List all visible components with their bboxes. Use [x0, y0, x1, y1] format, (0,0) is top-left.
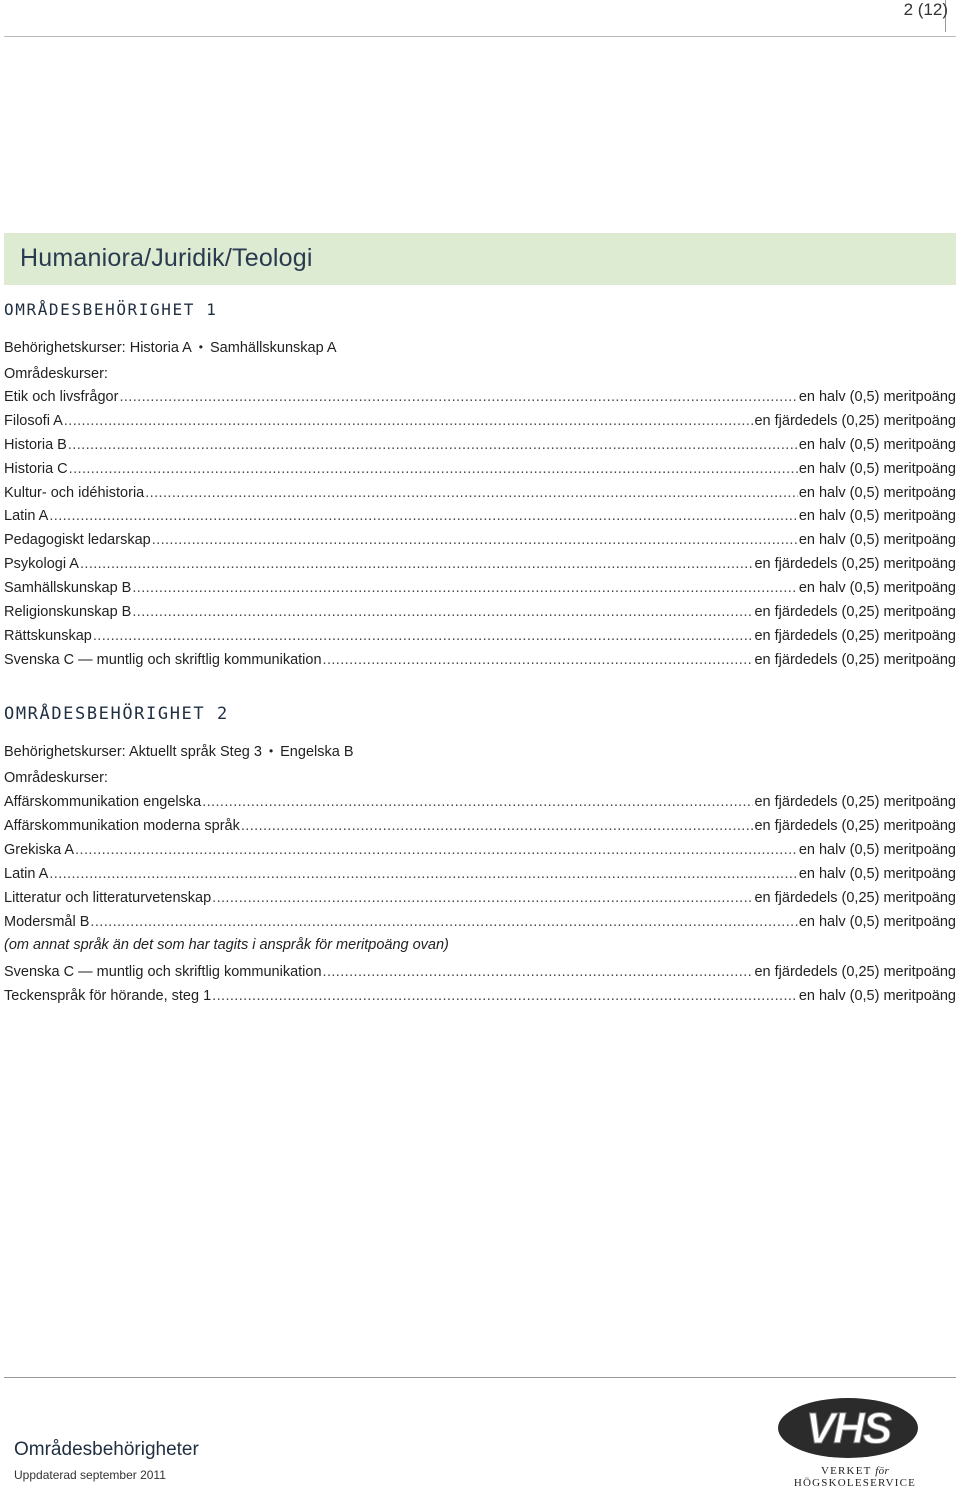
course-row: [4, 577, 956, 601]
vhs-logo: [760, 1395, 950, 1489]
bullet-separator: •: [198, 340, 203, 354]
dot-leader: [90, 910, 797, 934]
course-name: Teckenspråk för hörande, steg 1: [4, 988, 212, 1004]
merit-value: en fjärdedels (0,25) meritpoäng: [754, 964, 956, 980]
dot-leader: [152, 529, 798, 553]
dot-leader: [49, 505, 797, 529]
course-row: [4, 458, 956, 482]
course-row: [4, 790, 956, 814]
course-row: [4, 529, 956, 553]
merit-value: en halv (0,5) meritpoäng: [798, 866, 956, 882]
dot-leader: [323, 649, 754, 673]
course-row: [4, 601, 956, 625]
subject-title: Humaniora/Juridik/Teologi: [20, 244, 313, 272]
course-row: [4, 505, 956, 529]
course-name: Svenska C — muntlig och skriftlig kommunikation: [4, 651, 322, 668]
vhs-logo-mark: [760, 1395, 950, 1463]
merit-value: en fjärdedels (0,25) meritpoäng: [754, 890, 956, 906]
dot-leader: [132, 601, 753, 625]
dot-leader: [68, 434, 798, 458]
merit-value: en halv (0,5) meritpoäng: [798, 389, 956, 405]
course-list: [4, 386, 956, 673]
course-name: Historia C: [4, 460, 68, 477]
course-row: [4, 649, 956, 673]
course-row: [4, 482, 956, 506]
merit-value: en halv (0,5) meritpoäng: [798, 580, 956, 597]
section-omradesbehorighet-1: [4, 298, 956, 673]
course-row: [4, 862, 956, 886]
merit-value: en fjärdedels (0,25) meritpoäng: [754, 627, 956, 644]
course-name: Svenska C — muntlig och skriftlig kommunikation: [4, 964, 322, 980]
merit-value: en halv (0,5) meritpoäng: [798, 508, 956, 525]
dot-leader: [132, 577, 797, 601]
header-rule: [4, 36, 956, 37]
course-row: [4, 984, 956, 1008]
dot-leader: [323, 960, 754, 984]
course-row: [4, 625, 956, 649]
merit-value: en halv (0,5) meritpoäng: [798, 988, 956, 1004]
course-row: [4, 960, 956, 984]
course-list: [4, 790, 956, 934]
course-name: Rättskunskap: [4, 627, 92, 644]
course-note: (om annat språk än det som har tagits i anspråk för meritpoäng ovan): [4, 937, 449, 953]
course-name: Latin A: [4, 866, 49, 882]
dot-leader: [212, 984, 798, 1008]
merit-value: en halv (0,5) meritpoäng: [798, 914, 956, 930]
tagline-word: HÖGSKOLESERVICE: [793, 1477, 917, 1489]
course-name: Historia B: [4, 436, 67, 453]
course-row: [4, 886, 956, 910]
course-row: [4, 814, 956, 838]
course-name: Affärskommunikation engelska: [4, 794, 202, 810]
dot-leader: [69, 458, 798, 482]
prerequisite-label: Behörighetskurser:: [4, 744, 126, 760]
dot-leader: [241, 814, 754, 838]
dot-leader: [145, 482, 798, 506]
course-name: Religionskunskap B: [4, 604, 132, 621]
course-row: [4, 838, 956, 862]
merit-value: en halv (0,5) meritpoäng: [798, 460, 956, 477]
footer-date: Uppdaterad september 2011: [14, 1468, 166, 1482]
prerequisite-label: Behörighetskurser:: [4, 340, 126, 356]
section-heading: OMRÅDESBEHÖRIGHET 2: [4, 704, 229, 724]
subject-banner: [4, 233, 956, 285]
course-name: Filosofi A: [4, 412, 63, 429]
course-name: Kultur- och idéhistoria: [4, 484, 145, 501]
prerequisite-course: Samhällskunskap A: [210, 340, 337, 356]
course-name: Modersmål B: [4, 914, 90, 930]
tagline-word: VERKET: [820, 1465, 872, 1477]
area-courses-label: Områdeskurser:: [4, 770, 108, 786]
course-name: Litteratur och litteraturvetenskap: [4, 890, 212, 906]
course-name: Grekiska A: [4, 842, 75, 858]
bullet-separator: •: [268, 744, 274, 758]
area-courses-label: Områdeskurser:: [4, 366, 108, 382]
course-row: [4, 910, 956, 934]
course-row: [4, 410, 956, 434]
dot-leader: [93, 625, 754, 649]
logo-letters: VHS: [805, 1404, 891, 1453]
prerequisite-course: Historia A: [129, 340, 192, 356]
merit-value: en halv (0,5) meritpoäng: [798, 484, 956, 501]
merit-value: en fjärdedels (0,25) meritpoäng: [754, 651, 956, 668]
merit-value: en fjärdedels (0,25) meritpoäng: [754, 794, 956, 810]
course-row: [4, 553, 956, 577]
section-heading: OMRÅDESBEHÖRIGHET 1: [4, 300, 218, 319]
merit-value: en fjärdedels (0,25) meritpoäng: [754, 556, 956, 573]
course-name: Affärskommunikation moderna språk: [4, 818, 240, 834]
prerequisite-courses: [4, 338, 956, 358]
dot-leader: [64, 410, 754, 434]
course-name: Latin A: [4, 508, 49, 525]
dot-leader: [202, 790, 753, 814]
tagline-word: för: [875, 1465, 890, 1477]
course-name: Pedagogiskt ledarskap: [4, 532, 151, 549]
dot-leader: [49, 862, 797, 886]
merit-value: en halv (0,5) meritpoäng: [798, 532, 956, 549]
prerequisite-course: Aktuellt språk Steg 3: [128, 744, 262, 760]
course-name: Etik och livsfrågor: [4, 389, 119, 405]
merit-value: en halv (0,5) meritpoäng: [798, 436, 956, 453]
course-name: Psykologi A: [4, 556, 79, 573]
dot-leader: [212, 886, 753, 910]
footer-title: Områdesbehörigheter: [14, 1439, 199, 1460]
course-row: [4, 434, 956, 458]
merit-value: en fjärdedels (0,25) meritpoäng: [754, 412, 956, 429]
course-name: Samhällskunskap B: [4, 580, 132, 597]
dot-leader: [75, 838, 798, 862]
prerequisite-courses: [4, 742, 956, 762]
merit-value: en fjärdedels (0,25) meritpoäng: [754, 818, 956, 834]
section-omradesbehorighet-2: [4, 702, 956, 1008]
course-list: [4, 960, 956, 1008]
course-row: [4, 386, 956, 410]
merit-value: en fjärdedels (0,25) meritpoäng: [754, 604, 956, 621]
merit-value: en halv (0,5) meritpoäng: [798, 842, 956, 858]
dot-leader: [119, 386, 797, 410]
dot-leader: [80, 553, 754, 577]
page-number: 2 (12): [903, 0, 948, 19]
logo-tagline: [760, 1465, 950, 1489]
prerequisite-course: Engelska B: [280, 744, 354, 760]
footer-rule: [4, 1377, 956, 1378]
